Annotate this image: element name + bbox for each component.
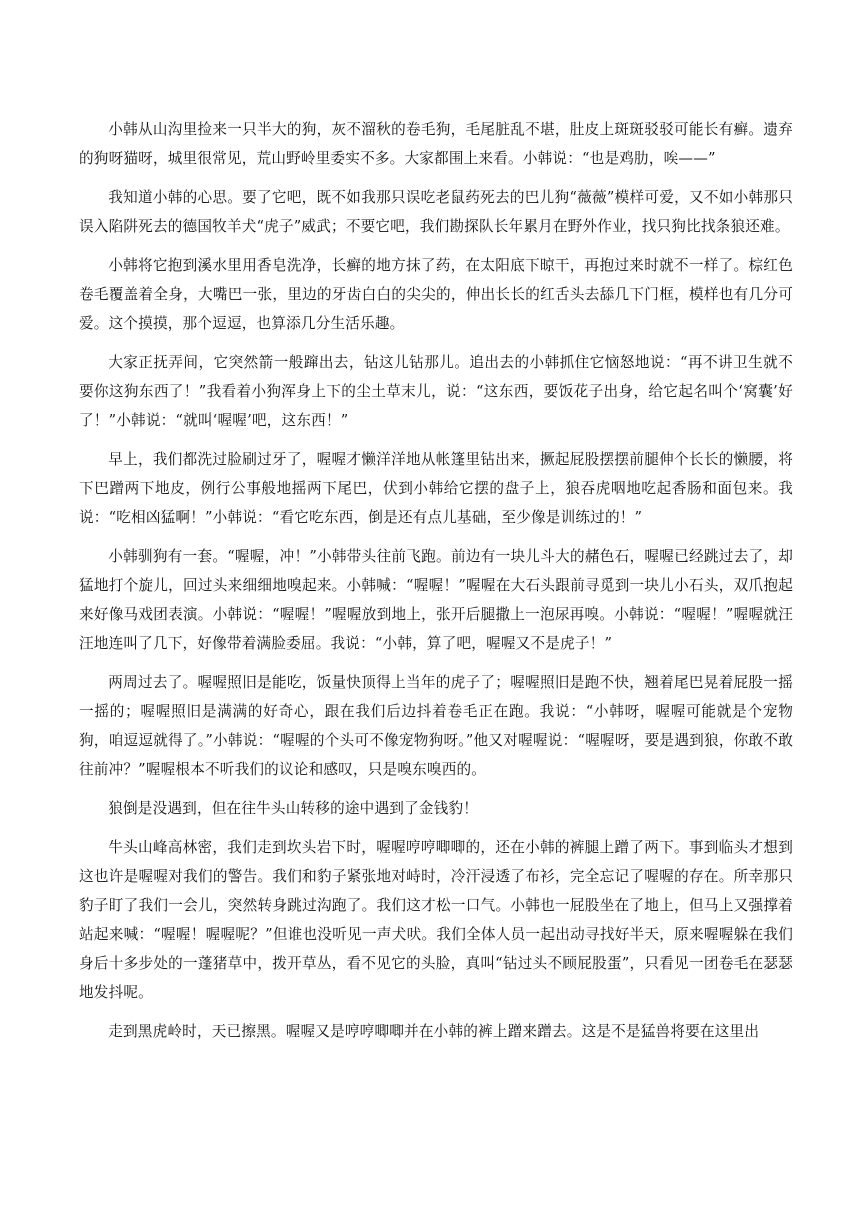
paragraph-9: 牛头山峰高林密，我们走到坎头岩下时，喔喔哼哼唧唧的，还在小韩的裤腿上蹭了两下。事到临头才想到这也许是喔喔对我们的警告。我们和豹子紧张地对峙时，冷汗浸透了布衫，完全忘记了喔喔的存在。所幸那只豹子盯了我们一会儿，突然转身跳过沟跑了。我们这才松一口气。小韩也一屁股坐在了地上，但马上又强撑着站起来喊：“喔喔！喔喔呢？”但谁也没听见一声犬吠。我们全体人员一起出动寻找好半天，原来喔喔躲在我们身后十多步处的一蓬猪草中，拨开草丛，看不见它的头脸，真叫“钻过头不顾屁股蛋”，只看见一团卷毛在瑟瑟地发抖呢。 (79, 839, 793, 1001)
paragraph-3: 小韩将它抱到溪水里用香皂洗净，长癣的地方抹了药，在太阳底下晾干，再抱过来时就不一样了。棕红色卷毛覆盖着全身，大嘴巴一张，里边的牙齿白白的尖尖的，伸出长长的红舌头去舔几下门框，模样也有几分可爱。这个摸摸，那个逗逗，也算添几分生活乐趣。 (79, 257, 793, 332)
paragraph-4: 大家正抚弄间，它突然箭一般蹿出去，钻这儿钻那儿。追出去的小韩抓住它恼怒地说：“再不讲卫生就不要你这狗东西了！”我看着小狗浑身上下的尘土草末儿，说：“这东西，要饭花子出身，给它起名叫个‘窝囊’好了！”小韩说：“就叫‘喔喔’吧，这东西！” (79, 354, 793, 429)
paragraph-5: 早上，我们都洗过脸刷过牙了，喔喔才懒洋洋地从帐篷里钻出来，撅起屁股摆摆前腿伸个长长的懒腰，将下巴蹭两下地皮，例行公事般地摇两下尾巴，伏到小韩给它摆的盘子上，狼吞虎咽地吃起香肠和面包来。我说：“吃相凶猛啊！”小韩说：“看它吃东西，倒是还有点儿基础，至少像是训练过的！” (79, 451, 793, 526)
paragraph-2: 我知道小韩的心思。要了它吧，既不如我那只误吃老鼠药死去的巴儿狗“薇薇”模样可爱，又不如小韩那只误入陷阱死去的德国牧羊犬“虎子”威武；不要它吧，我们勘探队长年累月在野外作业，找只狗比找条狼还难。 (79, 189, 793, 235)
paragraph-10: 走到黑虎岭时，天已擦黑。喔喔又是哼哼唧唧并在小韩的裤上蹭来蹭去。这是不是猛兽将要在这里出 (108, 1023, 760, 1040)
article-body (79, 115, 793, 1056)
paragraph-1: 小韩从山沟里捡来一只半大的狗，灰不溜秋的卷毛狗，毛尾脏乱不堪，肚皮上斑斑驳驳可能长有癣。遗弃的狗呀猫呀，城里很常见，荒山野岭里委实不多。大家都围上来看。小韩说：“也是鸡肋，唉——” (79, 121, 793, 167)
paragraph-8: 狼倒是没遇到，但在往牛头山转移的途中遇到了金钱豹！ (108, 800, 479, 817)
paragraph-7: 两周过去了。喔喔照旧是能吃，饭量快顶得上当年的虎子了；喔喔照旧是跑不快，翘着尾巴晃着屁股一摇一摇的；喔喔照旧是满满的好奇心，跟在我们后边抖着卷毛正在跑。我说：“小韩呀，喔喔可能就是个宠物狗，咱逗逗就得了。”小韩说：“喔喔的个头可不像宠物狗呀。”他又对喔喔说：“喔喔呀，要是遇到狼，你敢不敢往前冲？”喔喔根本不听我们的议论和感叹，只是嗅东嗅西的。 (79, 674, 793, 778)
paragraph-6: 小韩驯狗有一套。“喔喔，冲！”小韩带头往前飞跑。前边有一块儿斗大的赭色石，喔喔已经跳过去了，却猛地打个旋儿，回过头来细细地嗅起来。小韩喊：“喔喔！”喔喔在大石头跟前寻觅到一块儿小石头，双爪抱起来好像马戏团表演。小韩说：“喔喔！”喔喔放到地上，张开后腿撒上一泡尿再嗅。小韩说：“喔喔！”喔喔就汪汪地连叫了几下，好像带着满脸委屈。我说：“小韩，算了吧，喔喔又不是虎子！” (79, 548, 793, 652)
